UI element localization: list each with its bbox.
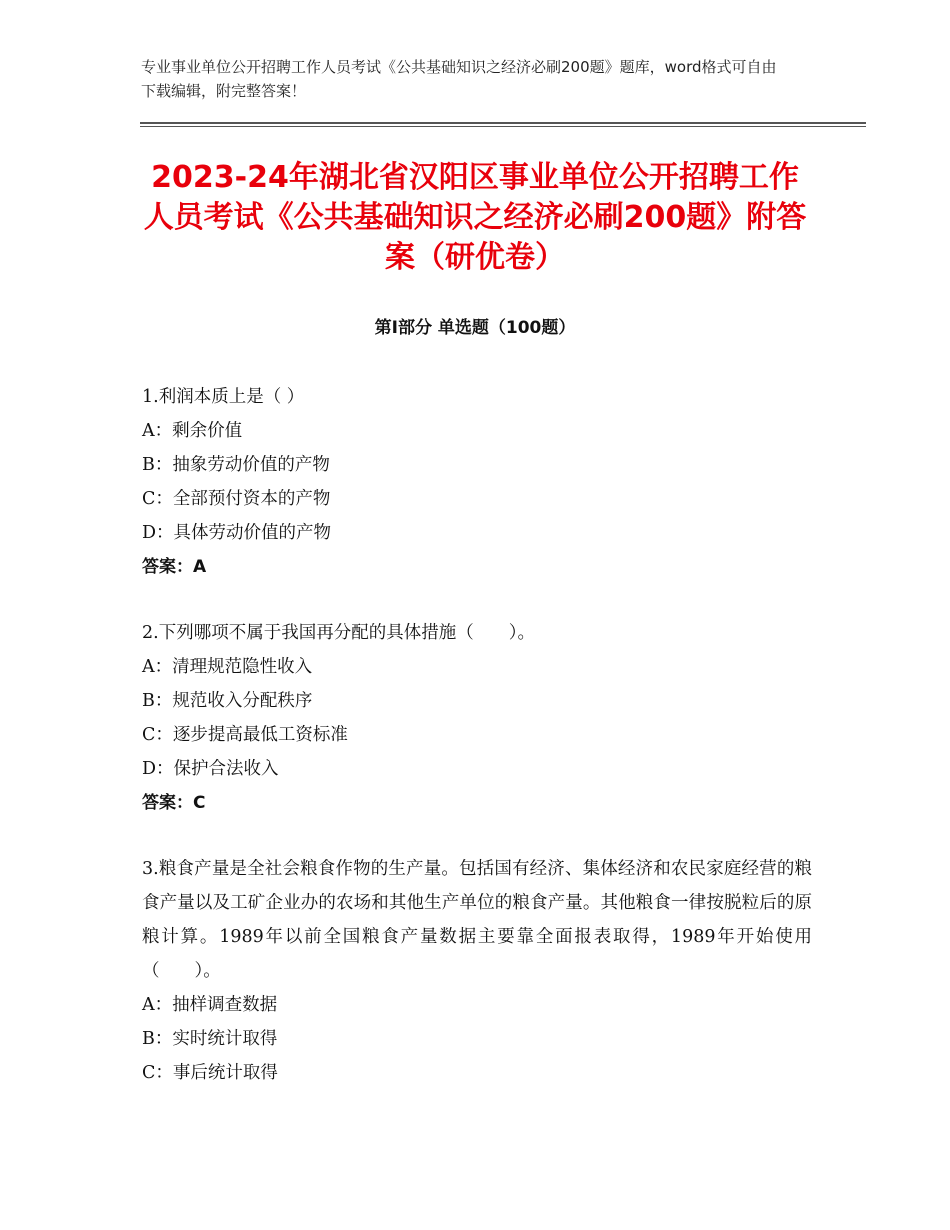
document-title: 2023-24年湖北省汉阳区事业单位公开招聘工作人员考试《公共基础知识之经济必刷200题》附答案（研优卷） <box>143 160 807 275</box>
question-stem: 2.下列哪项不属于我国再分配的具体措施（ ）。 <box>142 623 535 643</box>
header-divider-thin <box>140 126 866 127</box>
question-stem: 3.粮食产量是全社会粮食作物的生产量。包括国有经济、集体经济和农民家庭经营的粮食产量以及工矿企业办的农场和其他生产单位的粮食产量。其他粮食一律按脱粒后的原粮计算。1989年以前全国粮食产量数据主要靠全面报表取得，1989年开始使用（ ）。 <box>142 859 812 981</box>
option-c: C：逐步提高最低工资标准 <box>142 725 348 745</box>
option-b: B：实时统计取得 <box>142 1029 278 1049</box>
option-d: D：保护合法收入 <box>142 759 279 779</box>
option-a: A：清理规范隐性收入 <box>142 657 313 677</box>
answer-line: 答案：C <box>142 793 206 813</box>
answer-line: 答案：A <box>142 557 207 577</box>
question-2 <box>142 616 812 820</box>
option-b: B：抽象劳动价值的产物 <box>142 455 330 475</box>
option-d: D：具体劳动价值的产物 <box>142 523 332 543</box>
option-b: B：规范收入分配秩序 <box>142 691 313 711</box>
option-c: C：全部预付资本的产物 <box>142 489 331 509</box>
question-1 <box>142 380 812 584</box>
section-title: 第I部分 单选题（100题） <box>374 318 576 338</box>
option-a: A：剩余价值 <box>142 421 243 441</box>
question-3 <box>142 852 812 1090</box>
header-divider <box>140 122 866 124</box>
question-list <box>142 380 812 1122</box>
question-stem: 1.利润本质上是（ ） <box>142 387 305 407</box>
header-note: 专业事业单位公开招聘工作人员考试《公共基础知识之经济必刷200题》题库，word格式可自由下载编辑，附完整答案！ <box>141 58 777 100</box>
option-c: C：事后统计取得 <box>142 1063 278 1083</box>
option-a: A：抽样调查数据 <box>142 995 278 1015</box>
